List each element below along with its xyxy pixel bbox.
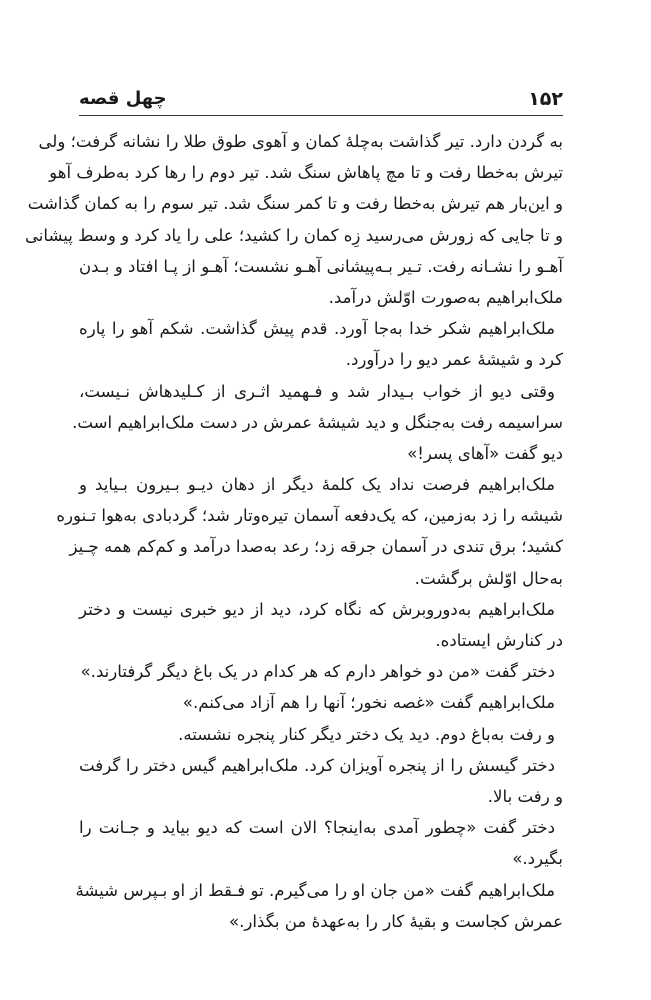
text-line: وقتی دیو از خواب بـیدار شد و فـهمید اثـری از کـلیدهاش نـیست،: [79, 381, 555, 401]
paragraph: [79, 719, 563, 750]
text-line: کشید؛ برق تندی در آسمان جرقه زد؛ رعد به‌صدا درآمد و کم‌کم همه چـیز: [69, 537, 563, 557]
paragraph: [79, 594, 563, 656]
text-line: سراسیمه رفت به‌جنگل و دید شیشهٔ عمرش در دست ملک‌ابراهیم است.: [72, 412, 563, 432]
paragraph: [79, 656, 563, 687]
paragraph: [79, 750, 563, 812]
text-line: ملک‌ابراهیم گفت «من جان او را می‌گیرم. تو فـقط از او بـپرس شیشهٔ: [75, 880, 555, 900]
text-line: ملک‌ابراهیم به‌دوروبرش که نگاه کرد، دید از دیو خبری نیست و دختر: [79, 599, 555, 619]
text-line: دختر گیسش را از پنجره آویزان کرد. ملک‌ابراهیم گیس دختر را گرفت: [79, 755, 555, 775]
header-rule: [79, 115, 563, 116]
paragraph: [75, 875, 563, 937]
text-line: بگیرد.»: [512, 849, 563, 869]
text-line: ملک‌ابراهیم فرصت نداد یک کلمهٔ دیگر از دهان دیـو بـیرون بـیاید و: [79, 475, 555, 495]
text-line: ملک‌ابراهیم شکر خدا به‌جا آورد. قدم پیش گذاشت. شکم آهو را پاره: [79, 319, 555, 339]
paragraph: [24, 126, 563, 313]
text-line: و رفت به‌باغ دوم. دید یک دختر دیگر کنار پنجره نشسته.: [178, 724, 555, 744]
text-line: و تا جایی که زورش می‌رسید زِه کمان را کشید؛ علی را یاد کرد و وسط پیشانی: [24, 225, 563, 245]
text-line: ملک‌ابراهیم گفت «غصه نخور؛ آنها را هم آزاد می‌کنم.»: [182, 693, 555, 713]
text-line: شیشه را زد به‌زمین، که یک‌دفعه آسمان تیره‌وتار شد؛ گردبادی به‌هوا تـنوره: [56, 506, 563, 526]
text-line: به گردن دارد. تیر گذاشت به‌چلهٔ کمان و آهوی طوق طلا را نشانه گرفت؛ ولی: [38, 132, 563, 151]
text-line: آهـو را نشـانه رفت. تـیر بـه‌پیشانی آهـو نشست؛ آهـو از پـا افتاد و بـدن: [79, 256, 563, 276]
page-number: ۱۵۲: [528, 88, 563, 110]
paragraph: [72, 376, 563, 470]
text-line: دختر گفت «چطور آمدی به‌اینجا؟ الان است که دیو بیاید و جـانت را: [79, 818, 555, 838]
text-line: کرد و شیشهٔ عمر دیو را درآورد.: [345, 350, 563, 370]
text-line: به‌حال اوّلش برگشت.: [414, 568, 563, 588]
running-title: چهل قصه: [79, 88, 167, 109]
text-line: تیرش به‌خطا رفت و تا مچ پاهاش سنگ شد. تیر دوم را رها کرد به‌طرف آهو: [49, 163, 563, 183]
paragraph: [79, 313, 563, 375]
text-line: و این‌بار هم تیرش به‌خطا رفت و تا کمر سنگ شد. تیر سوم را به کمان گذاشت: [27, 194, 563, 214]
paragraph: [56, 469, 563, 594]
text-line: و رفت بالا.: [487, 786, 563, 806]
text-line: دختر گفت «من دو خواهر دارم که هر کدام در یک باغ دیگر گرفتارند.»: [80, 662, 555, 682]
page-header: [79, 86, 563, 114]
paragraph: [79, 812, 563, 874]
body-text: [24, 126, 563, 937]
text-line: دیو گفت «آهای پسر!»: [407, 443, 563, 463]
text-line: ملک‌ابراهیم به‌صورت اوّلش درآمد.: [328, 287, 563, 307]
text-line: در کنارش ایستاده.: [435, 631, 563, 650]
text-line: عمرش کجاست و بقیهٔ کار را به‌عهدهٔ من بگذار.»: [228, 911, 563, 931]
paragraph: [79, 687, 563, 718]
